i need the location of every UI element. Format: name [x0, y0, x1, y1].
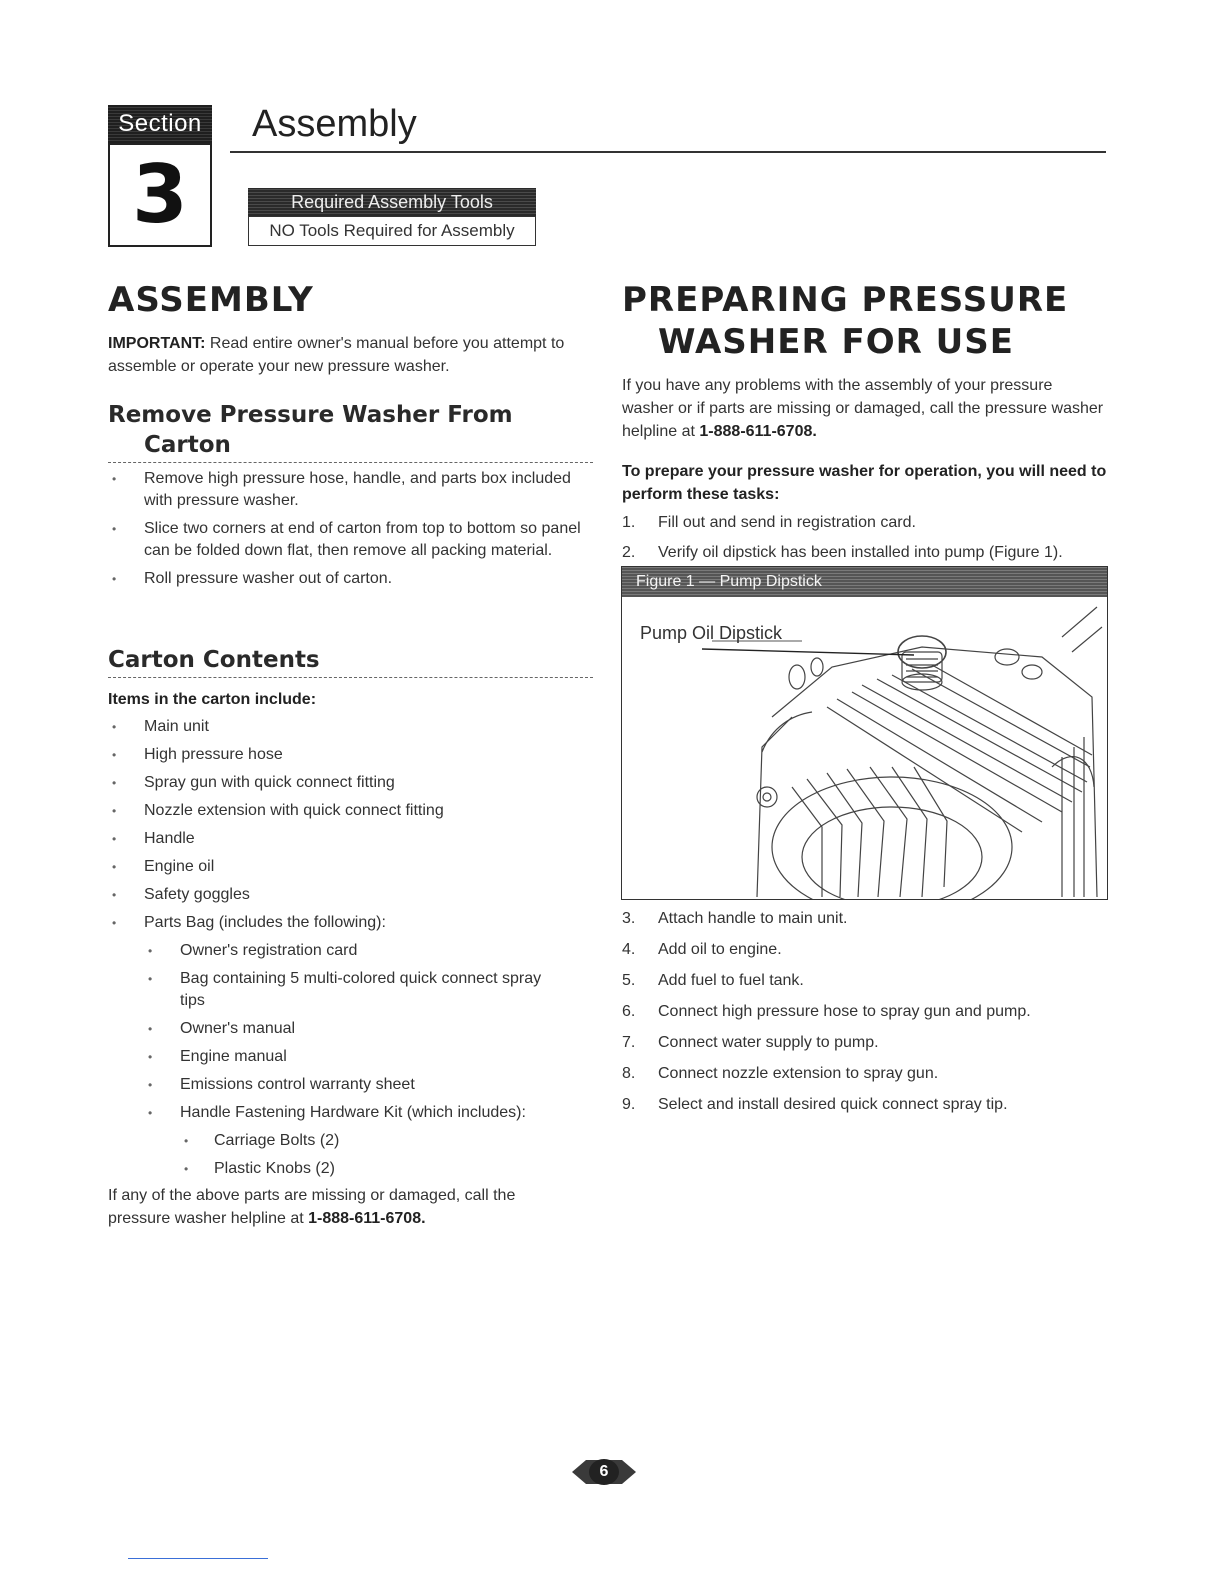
carton-contents-list	[108, 716, 593, 1230]
step-number: 4.	[622, 941, 636, 958]
section-number: 3	[108, 143, 212, 247]
list-item	[622, 1063, 1108, 1085]
steps-list-b	[622, 908, 1108, 1116]
list-item: • Emissions control warranty sheet	[108, 1074, 548, 1096]
step-number: 2.	[622, 544, 636, 561]
section-title: Assembly	[252, 103, 417, 145]
step-text: Connect nozzle extension to spray gun.	[658, 1065, 939, 1082]
list-item	[622, 970, 1108, 992]
step-text: Verify oil dipstick has been installed into pump (Figure 1).	[658, 544, 1063, 561]
step-number: 5.	[622, 972, 636, 989]
step-text: Add fuel to fuel tank.	[658, 972, 804, 989]
parts-bag-list	[108, 940, 548, 1124]
step-text: Fill out and send in registration card.	[658, 514, 916, 531]
list-item	[622, 512, 1108, 534]
step-text: Add oil to engine.	[658, 941, 782, 958]
page-number-text: 6	[599, 1463, 609, 1480]
list-item: • Bag containing 5 multi-colored quick connect spray tips	[108, 968, 548, 1012]
important-text: Read entire owner's manual before you attempt to assemble or operate your new pressure washer.	[108, 335, 565, 375]
step-number: 1.	[622, 514, 636, 531]
list-item	[622, 1001, 1108, 1023]
list-item: • Main unit	[108, 716, 593, 738]
tools-value: NO Tools Required for Assembly	[248, 216, 536, 246]
page-number	[572, 1456, 636, 1488]
contents-intro: Items in the carton include:	[108, 691, 317, 708]
list-item: • Owner's registration card	[108, 940, 548, 962]
preparing-heading-line1: PREPARING PRESSURE	[622, 280, 1069, 320]
preparing-heading-line2: WASHER FOR USE	[658, 322, 1014, 362]
step-text: Select and install desired quick connect spray tip.	[658, 1096, 1008, 1113]
list-item: • Safety goggles	[108, 884, 593, 906]
section-divider	[108, 677, 593, 678]
important-note	[108, 332, 578, 378]
step-text: Connect water supply to pump.	[658, 1034, 879, 1051]
helpline-phone: 1-888-611-6708.	[308, 1210, 426, 1227]
remove-steps-list	[108, 468, 593, 596]
list-item: • Engine manual	[108, 1046, 548, 1068]
figure-label: Pump Oil Dipstick	[640, 623, 783, 643]
section-divider	[108, 462, 593, 463]
list-item: • Handle	[108, 828, 593, 850]
list-item: • High pressure hose	[108, 744, 593, 766]
figure-pump-dipstick	[621, 566, 1108, 900]
list-item: • Spray gun with quick connect fitting	[108, 772, 593, 794]
footer-line	[128, 1558, 268, 1559]
preparing-intro	[622, 374, 1108, 443]
tools-heading: Required Assembly Tools	[248, 188, 536, 216]
helpline-phone: 1-888-611-6708.	[699, 423, 817, 440]
list-item: • Plastic Knobs (2)	[108, 1158, 593, 1180]
list-item	[622, 1032, 1108, 1054]
contents-footer	[108, 1184, 578, 1230]
remove-heading-line2: Carton	[144, 432, 231, 458]
step-number: 8.	[622, 1065, 636, 1082]
step-number: 7.	[622, 1034, 636, 1051]
preparing-intro-text: If you have any problems with the assembly of your pressure washer or if parts are missing or damaged, call the pressure washer helpline at	[622, 377, 1104, 440]
list-item: • Nozzle extension with quick connect fitting	[108, 800, 593, 822]
carton-contents-heading: Carton Contents	[108, 647, 320, 673]
list-item: • Carriage Bolts (2)	[108, 1130, 593, 1152]
step-number: 6.	[622, 1003, 636, 1020]
list-item	[622, 542, 1108, 564]
remove-heading-line1: Remove Pressure Washer From	[108, 402, 513, 428]
figure-caption: Figure 1 — Pump Dipstick	[622, 567, 1107, 597]
step-text: Connect high pressure hose to spray gun and pump.	[658, 1003, 1031, 1020]
list-item: • Remove high pressure hose, handle, and parts box included with pressure washer.	[108, 468, 593, 512]
list-item	[622, 908, 1108, 930]
list-item: • Parts Bag (includes the following):	[108, 912, 593, 934]
contents-footer-text: If any of the above parts are missing or damaged, call the pressure washer helpline at	[108, 1187, 516, 1227]
list-item: • Roll pressure washer out of carton.	[108, 568, 593, 590]
list-item: • Owner's manual	[108, 1018, 548, 1040]
tasks-intro: To prepare your pressure washer for operation, you will need to perform these tasks:	[622, 463, 1107, 503]
title-divider	[230, 151, 1106, 153]
list-item	[622, 939, 1108, 961]
assembly-heading: ASSEMBLY	[108, 280, 314, 320]
steps-list-a	[622, 512, 1108, 564]
step-number: 3.	[622, 910, 636, 927]
section-tab: Section	[108, 105, 212, 143]
step-text: Attach handle to main unit.	[658, 910, 848, 927]
hardware-kit-list	[108, 1130, 593, 1180]
important-label: IMPORTANT:	[108, 335, 206, 352]
list-item: • Engine oil	[108, 856, 593, 878]
step-number: 9.	[622, 1096, 636, 1113]
list-item: • Slice two corners at end of carton from top to bottom so panel can be folded down flat, then remove all packing material.	[108, 518, 593, 562]
list-item	[622, 1094, 1108, 1116]
list-item: • Handle Fastening Hardware Kit (which includes):	[108, 1102, 548, 1124]
